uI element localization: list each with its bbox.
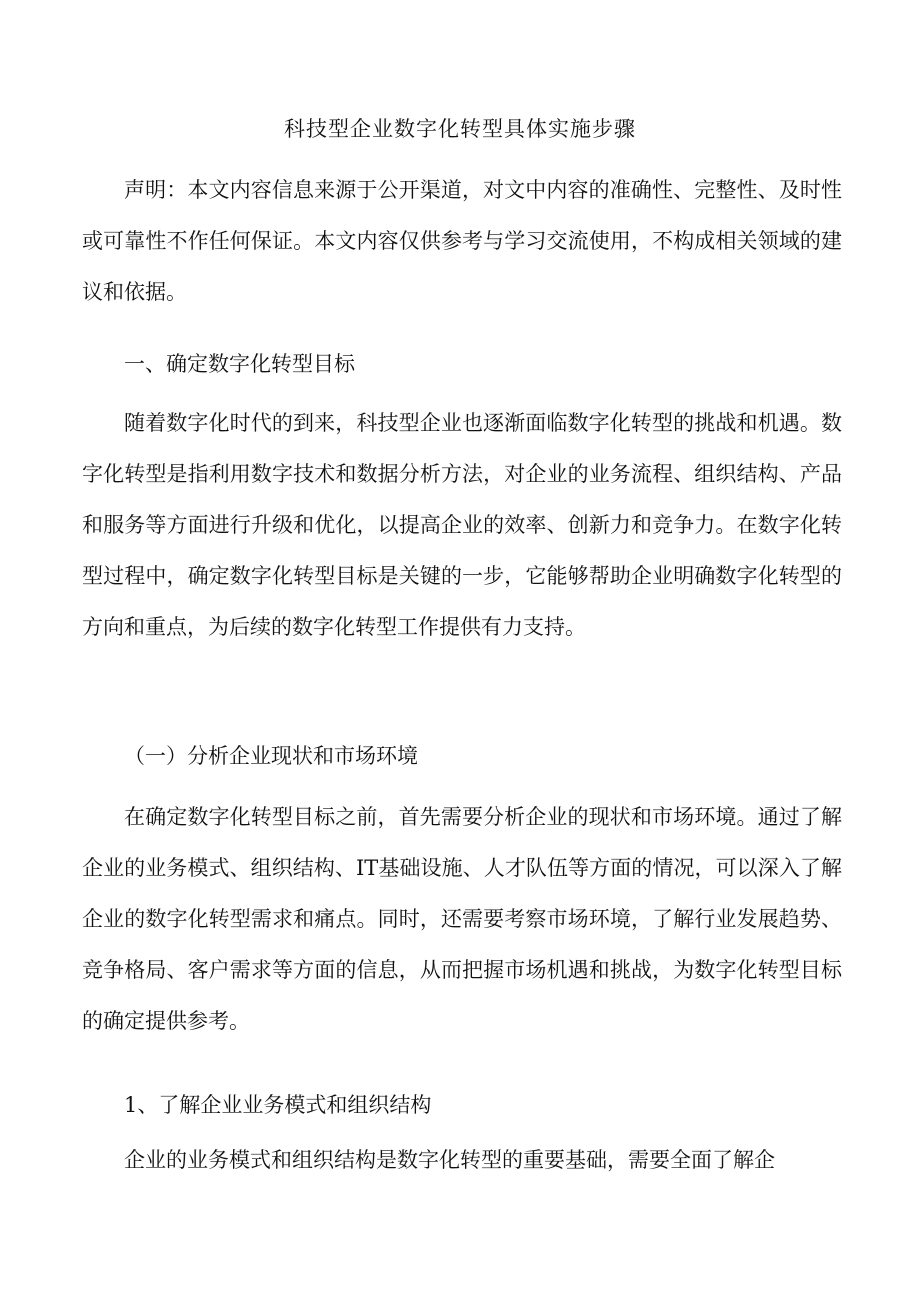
- item-1-paragraph: 企业的业务模式和组织结构是数字化转型的重要基础，需要全面了解企: [124, 1148, 775, 1172]
- subsection-heading-1: （一）分析企业现状和市场环境: [124, 744, 418, 768]
- subsection-1-paragraph: 在确定数字化转型目标之前，首先需要分析企业的现状和市场环境。通过了解企业的业务模式、组织结构、IT基础设施、人才队伍等方面的情况，可以深入了解企业的数字化转型需求和痛点。同时，还需要考察市场环境，了解行业发展趋势、竞争格局、客户需求等方面的信息，从而把握市场机遇和挑战，为数字化转型目标的确定提供参考。: [82, 805, 842, 1033]
- section-heading-1: 一、确定数字化转型目标: [124, 352, 355, 376]
- item-heading-1: 1、了解企业业务模式和组织结构: [124, 1093, 432, 1117]
- section-1-paragraph: 随着数字化时代的到来，科技型企业也逐渐面临数字化转型的挑战和机遇。数字化转型是指利用数字技术和数据分析方法，对企业的业务流程、组织结构、产品和服务等方面进行升级和优化，以提高企业的效率、创新力和竞争力。在数字化转型过程中，确定数字化转型目标是关键的一步，它能够帮助企业明确数字化转型的方向和重点，为后续的数字化转型工作提供有力支持。: [82, 411, 842, 639]
- disclaimer-paragraph: 声明：本文内容信息来源于公开渠道，对文中内容的准确性、完整性、及时性或可靠性不作任何保证。本文内容仅供参考与学习交流使用，不构成相关领域的建议和依据。: [82, 178, 842, 304]
- document-title: 科技型企业数字化转型具体实施步骤: [284, 117, 636, 141]
